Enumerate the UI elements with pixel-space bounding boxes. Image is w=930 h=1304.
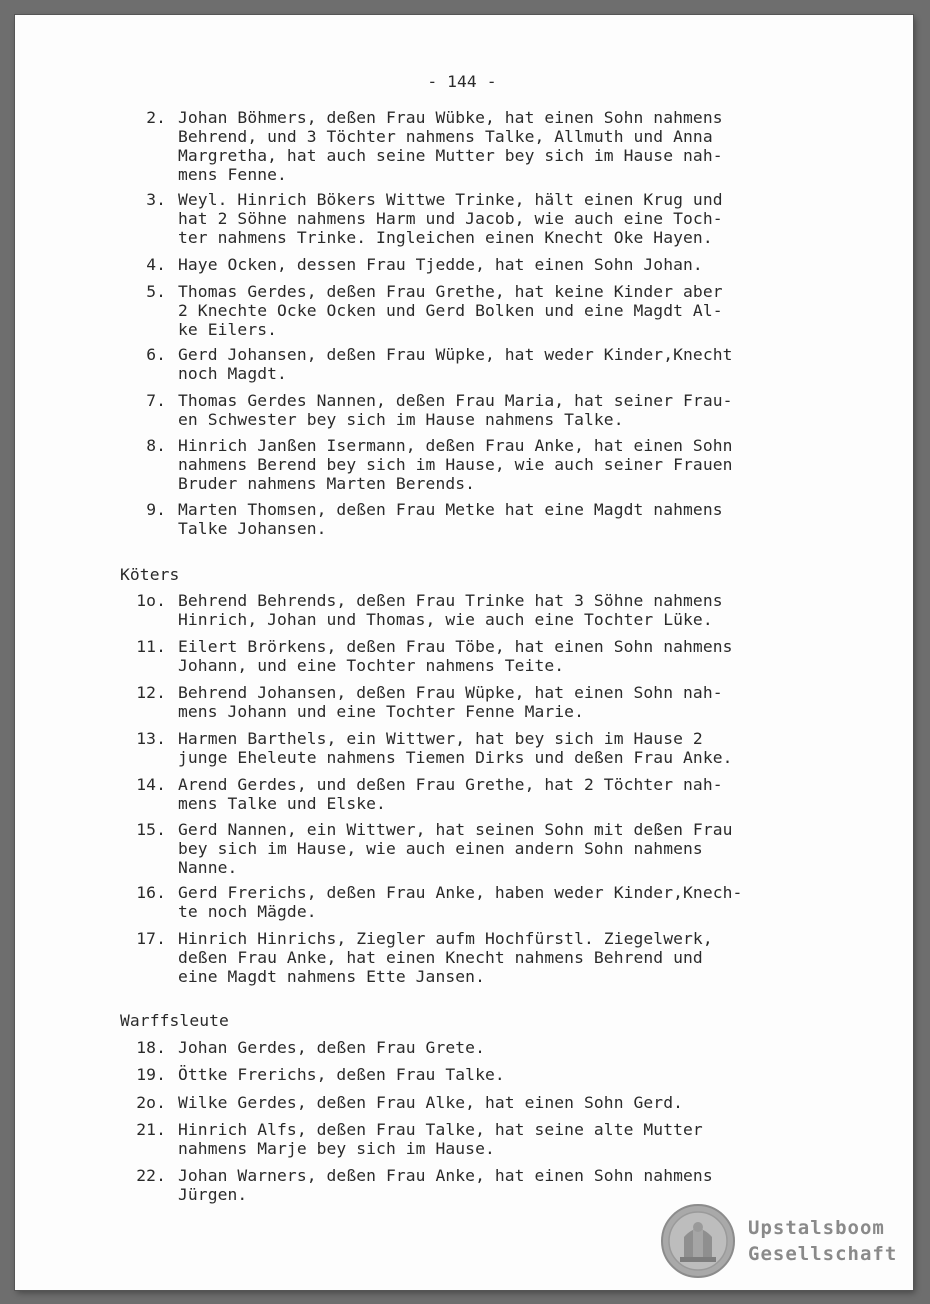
entry-text: Öttke Frerichs, deßen Frau Talke. bbox=[178, 1065, 505, 1084]
entry-number: 2. bbox=[146, 108, 166, 127]
entry-number: 15. bbox=[136, 820, 166, 839]
entry-text: Hinrich Janßen Isermann, deßen Frau Anke, hat einen Sohn nahmens Berend bey sich im Hause, wie auch seiner Frauen Bruder nahmens Marten Berends. bbox=[178, 436, 733, 493]
entry-text: Weyl. Hinrich Bökers Wittwe Trinke, hält einen Krug und hat 2 Söhne nahmens Harm und Jacob, wie auch eine Toch- ter nahmens Trinke. Ingleichen einen Knecht Oke Hayen. bbox=[178, 190, 723, 247]
entry-text: Haye Ocken, dessen Frau Tjedde, hat einen Sohn Johan. bbox=[178, 255, 703, 274]
entry-number: 13. bbox=[136, 729, 166, 748]
entry-number: 9. bbox=[146, 500, 166, 519]
entry-number: 7. bbox=[146, 391, 166, 410]
entry-text: Eilert Brörkens, deßen Frau Töbe, hat einen Sohn nahmens Johann, und eine Tochter nahmens Teite. bbox=[178, 637, 733, 675]
entry-text: Harmen Barthels, ein Wittwer, hat bey sich im Hause 2 junge Eheleute nahmens Tiemen Dirks und deßen Frau Anke. bbox=[178, 729, 733, 767]
entry-text: Thomas Gerdes, deßen Frau Grethe, hat keine Kinder aber 2 Knechte Ocke Ocken und Gerd Bolken und eine Magdt Al- ke Eilers. bbox=[178, 282, 723, 339]
entry-text: Thomas Gerdes Nannen, deßen Frau Maria, hat seiner Frau- en Schwester bey sich im Hause nahmens Talke. bbox=[178, 391, 733, 429]
brand-text: Upstalsboom bbox=[748, 1217, 885, 1239]
entry-text: Behrend Johansen, deßen Frau Wüpke, hat einen Sohn nah- mens Johann und eine Tochter Fenne Marie. bbox=[178, 683, 723, 721]
entry-text: Behrend Behrends, deßen Frau Trinke hat 3 Söhne nahmens Hinrich, Johan und Thomas, wie auch eine Tochter Lüke. bbox=[178, 591, 723, 629]
entry-text: Wilke Gerdes, deßen Frau Alke, hat einen Sohn Gerd. bbox=[178, 1093, 684, 1112]
brand-text: Gesellschaft bbox=[748, 1243, 898, 1265]
entry-number: 8. bbox=[146, 436, 166, 455]
entry-number: 19. bbox=[136, 1065, 166, 1084]
entry-number: 6. bbox=[146, 345, 166, 364]
entry-number: 18. bbox=[136, 1038, 166, 1057]
entry-number: 21. bbox=[136, 1120, 166, 1139]
entry-number: 16. bbox=[136, 883, 166, 902]
entry-text: Gerd Johansen, deßen Frau Wüpke, hat weder Kinder,Knecht noch Magdt. bbox=[178, 345, 733, 383]
entry-text: Johan Warners, deßen Frau Anke, hat einen Sohn nahmens Jürgen. bbox=[178, 1166, 713, 1204]
entry-text: Gerd Nannen, ein Wittwer, hat seinen Sohn mit deßen Frau bey sich im Hause, wie auch einen andern Sohn nahmens Nanne. bbox=[178, 820, 733, 877]
entry-number: 3. bbox=[146, 190, 166, 209]
entry-number: 4. bbox=[146, 255, 166, 274]
entry-text: Gerd Frerichs, deßen Frau Anke, haben weder Kinder,Knech- te noch Mägde. bbox=[178, 883, 743, 921]
entry-number: 22. bbox=[136, 1166, 166, 1185]
section-heading-koeters: Köters bbox=[120, 565, 180, 584]
entry-number: 1o. bbox=[136, 591, 166, 610]
entry-text: Hinrich Alfs, deßen Frau Talke, hat seine alte Mutter nahmens Marje bey sich im Hause. bbox=[178, 1120, 703, 1158]
document-page bbox=[15, 15, 913, 1290]
page-number: - 144 - bbox=[427, 72, 497, 91]
entry-text: Hinrich Hinrichs, Ziegler aufm Hochfürstl. Ziegelwerk, deßen Frau Anke, hat einen Knecht nahmens Behrend und eine Magdt nahmens Ette Jansen. bbox=[178, 929, 713, 986]
entry-text: Johan Böhmers, deßen Frau Wübke, hat einen Sohn nahmens Behrend, und 3 Töchter nahmens Talke, Allmuth und Anna Margretha, hat auch seine Mutter bey sich im Hause nah- mens Fenne. bbox=[178, 108, 723, 184]
entry-number: 2o. bbox=[136, 1093, 166, 1112]
seal-icon bbox=[660, 1203, 736, 1279]
entry-number: 14. bbox=[136, 775, 166, 794]
entry-number: 17. bbox=[136, 929, 166, 948]
entry-number: 11. bbox=[136, 637, 166, 656]
entry-number: 5. bbox=[146, 282, 166, 301]
entry-text: Marten Thomsen, deßen Frau Metke hat eine Magdt nahmens Talke Johansen. bbox=[178, 500, 723, 538]
section-heading-warffsleute: Warffsleute bbox=[120, 1011, 229, 1030]
entry-text: Johan Gerdes, deßen Frau Grete. bbox=[178, 1038, 485, 1057]
entry-number: 12. bbox=[136, 683, 166, 702]
entry-text: Arend Gerdes, und deßen Frau Grethe, hat 2 Töchter nah- mens Talke und Elske. bbox=[178, 775, 723, 813]
